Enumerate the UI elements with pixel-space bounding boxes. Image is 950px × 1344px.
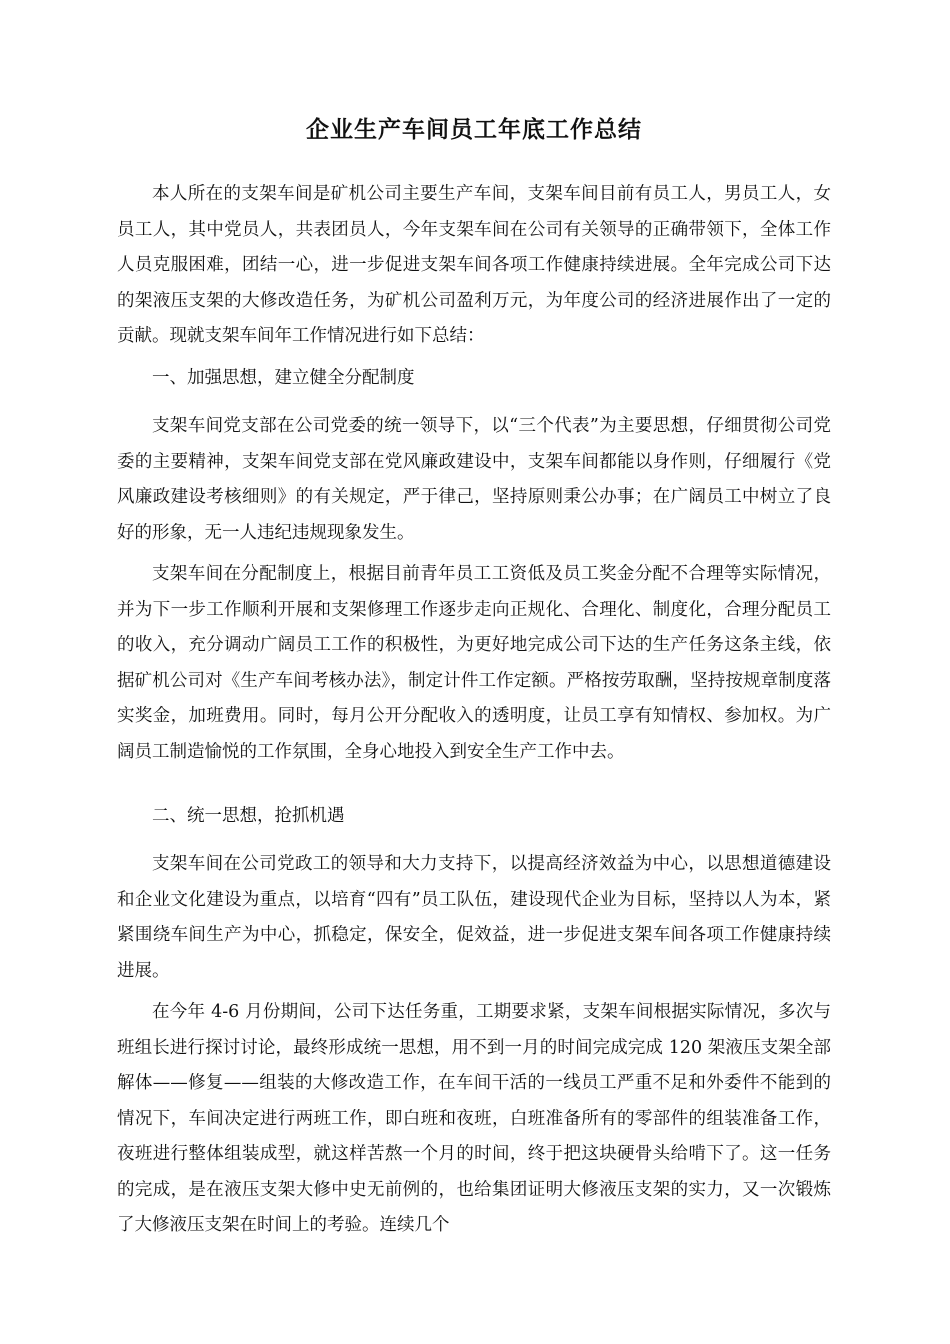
section2-paragraph-1: 支架车间在公司党政工的领导和大力支持下，以提高经济效益为中心，以思想道德建设和企业文化建设为重点，以培育“四有”员工队伍，建设现代企业为目标，坚持以人为本，紧紧围绕车间生产为中心，抓稳定，保安全，促效益，进一步促进支架车间各项工作健康持续进展。	[117, 854, 831, 981]
section-heading-1: 一、加强思想，建立健全分配制度	[152, 368, 415, 388]
section1-paragraph-2: 支架车间在分配制度上，根据目前青年员工工资低及员工奖金分配不合理等实际情况，并为下一步工作顺利开展和支架修理工作逐步走向正规化、合理化、制度化，合理分配员工的收入，充分调动广阔员工工作的积极性，为更好地完成公司下达的生产任务这条主线，依据矿机公司对《生产车间考核办法》，制定计件工作定额。严格按劳取酬，坚持按规章制度落实奖金，加班费用。同时，每月公开分配收入的透明度，让员工享有知情权、参加权。为广阔员工制造愉悦的工作氛围，全身心地投入到安全生产工作中去。	[117, 564, 831, 762]
document-title: 企业生产车间员工年底工作总结	[306, 117, 642, 143]
section-heading-2: 二、统一思想，抢抓机遇	[152, 806, 345, 826]
intro-paragraph: 本人所在的支架车间是矿机公司主要生产车间，支架车间目前有员工人，男员工人，女员工人，其中党员人，共表团员人，今年支架车间在公司有关领导的正确带领下，全体工作人员克服困难，团结一心，进一步促进支架车间各项工作健康持续进展。全年完成公司下达的架液压支架的大修改造任务，为矿机公司盈利万元，为年度公司的经济进展作出了一定的贡献。现就支架车间年工作情况进行如下总结：	[117, 184, 831, 346]
section2-paragraph-2: 在今年 4-6 月份期间，公司下达任务重，工期要求紧，支架车间根据实际情况，多次与班组长进行探讨讨论，最终形成统一思想，用不到一月的时间完成完成 120 架液压支架全部解体——修复——组装的大修改造工作，在车间干活的一线员工严重不足和外委件不能到的情况下，车间决定进行两班工作，即白班和夜班，白班准备所有的零部件的组装准备工作，夜班进行整体组装成型，就这样苦熬一个月的时间，终于把这块硬骨头给啃下了。这一任务的完成，是在液压支架大修中史无前例的，也给集团证明大修液压支架的实力，又一次锻炼了大修液压支架在时间上的考验。连续几个	[117, 1002, 831, 1235]
section1-paragraph-1: 支架车间党支部在公司党委的统一领导下，以“三个代表”为主要思想，仔细贯彻公司党委的主要精神，支架车间党支部在党风廉政建设中，支架车间都能以身作则，仔细履行《党风廉政建设考核细则》的有关规定，严于律己，坚持原则秉公办事；在广阔员工中树立了良好的形象，无一人违纪违规现象发生。	[117, 416, 831, 543]
